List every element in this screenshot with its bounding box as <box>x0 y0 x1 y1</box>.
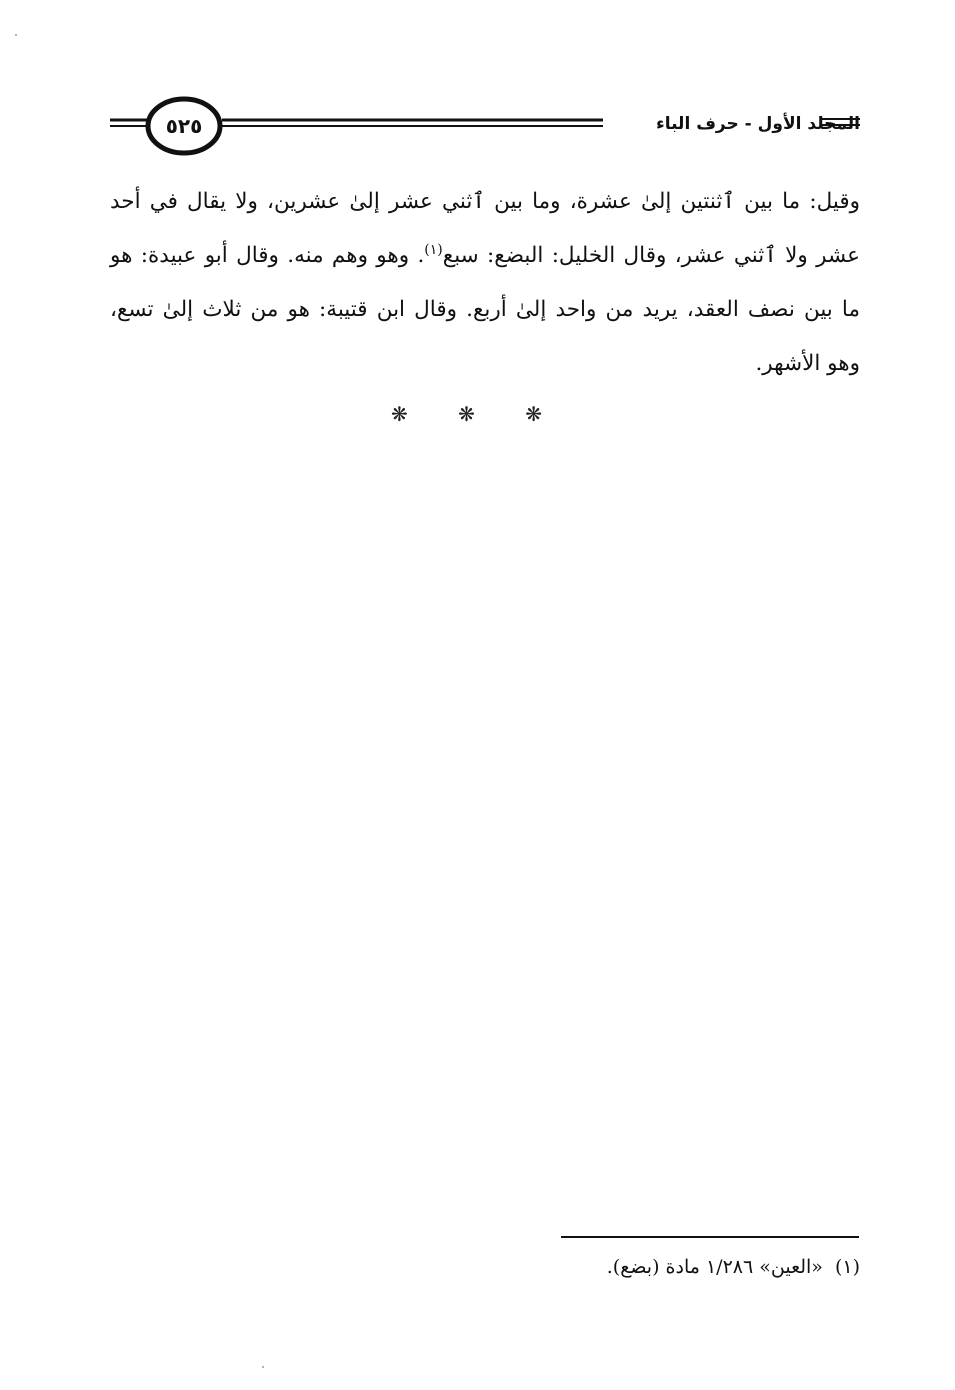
page-number: ٥٢٥ <box>165 114 203 138</box>
scan-speck <box>262 1366 264 1368</box>
footnote-text: «العين» ١/٢٨٦ مادة (بضع). <box>606 1256 823 1278</box>
main-text <box>110 175 860 391</box>
paragraph-text-end: . وهو وهم منه. وقال أبو عبيدة: هو ما بين نصف العقد، يريد من واحد إلىٰ أربع. وقال ابن قتيبة: هو من ثلاث إلىٰ تسع، وهو الأشهر. <box>110 243 860 376</box>
header-ornament <box>0 0 955 170</box>
section-separator: ❋ ❋ ❋ <box>391 402 564 426</box>
footnote-marker: (١) <box>424 241 443 258</box>
running-header-title: المجلد الأول - حرف الباء <box>656 114 860 134</box>
footnote-divider <box>561 1236 859 1238</box>
paragraph-text: وقيل: ما بين ٱثنتين إلىٰ عشرة، وما بين ٱثني عشر إلىٰ عشرين، ولا يقال في أحد عشر ولا ٱثني عشر، وقال الخليل: البضع: سبع <box>110 189 860 268</box>
scan-speck <box>15 34 17 36</box>
footnote <box>260 1254 860 1280</box>
body-paragraph <box>110 175 860 391</box>
footnote-number: (١) <box>834 1256 860 1278</box>
